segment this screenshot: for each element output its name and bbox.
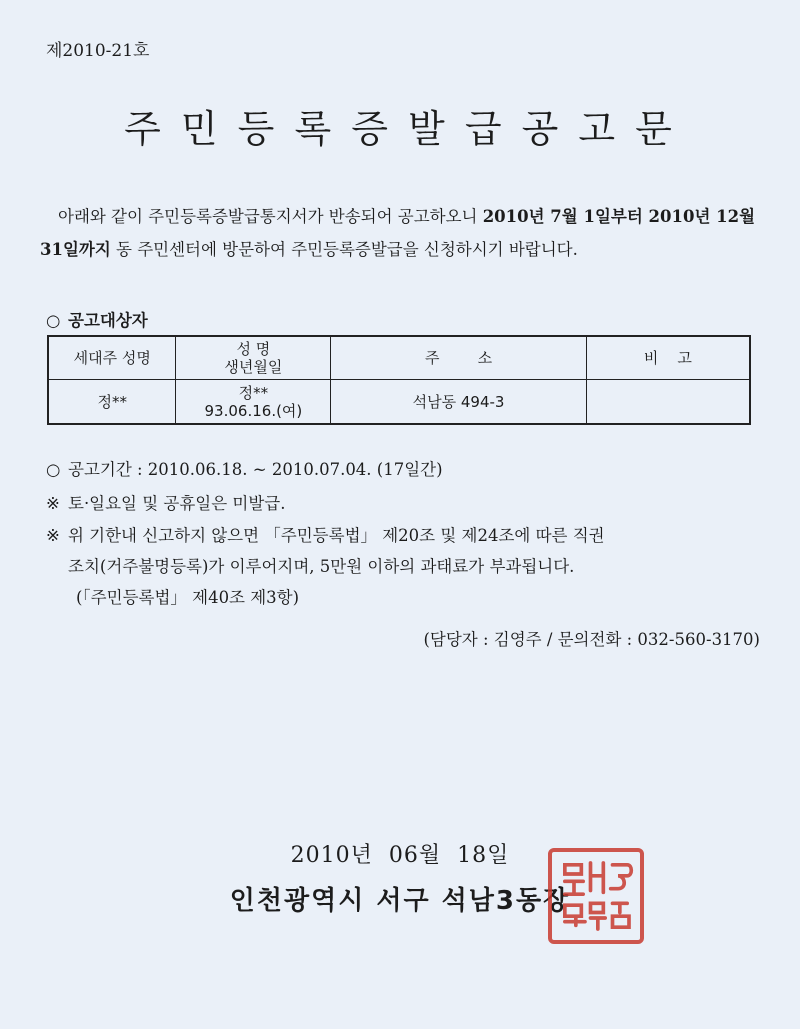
cell-person	[176, 380, 331, 425]
targets-table	[47, 335, 751, 425]
note-2	[46, 520, 605, 613]
cell-head-name: 정**	[48, 380, 176, 425]
official-seal-icon	[548, 848, 644, 944]
notice-body	[40, 200, 770, 266]
note-2-line3: (「주민등록법」 제40조 제3항)	[76, 588, 300, 607]
note-1	[46, 488, 286, 519]
reference-mark-icon: ※	[46, 494, 60, 513]
issue-date: 2010년 06월 18일	[290, 843, 510, 868]
note-2-line1: 위 기한내 신고하지 않으면 「주민등록법」 제20조 및 제24조에 따른 직권	[68, 526, 605, 545]
document-number: 제2010-21호	[46, 41, 150, 61]
notice-period	[46, 456, 443, 480]
reference-mark-icon: ※	[46, 526, 60, 545]
targets-heading-label: 공고대상자	[68, 311, 148, 330]
targets-heading	[46, 307, 148, 331]
cell-person-name: 정**	[238, 383, 269, 402]
body-part2: 동 주민센터에 방문하여 주민등록증발급을 신청하시기 바랍니다.	[110, 240, 578, 259]
body-part1: 아래와 같이 주민등록증발급통지서가 반송되어 공고하오니	[58, 207, 483, 226]
cell-address: 석남동 494-3	[331, 380, 586, 425]
note-2-line2: 조치(거주불명등록)가 이루어지며, 5만원 이하의 과태료가 부과됩니다.	[68, 557, 575, 576]
notice-title: 주 민 등 록 증 발 급 공 고 문	[124, 107, 676, 151]
circle-bullet-icon: ○	[46, 460, 61, 479]
header-head-name: 세대주 성명	[48, 336, 176, 380]
cell-person-birth: 93.06.16.(여)	[204, 401, 303, 420]
cell-remarks	[586, 380, 750, 425]
table-row	[48, 380, 750, 425]
seal-graphic	[552, 852, 640, 940]
body-date-range: 2010년 7월 1일부터 2010년 12월 31일까지	[40, 207, 756, 259]
header-remarks: 비 고	[586, 336, 750, 380]
issuer-name: 인천광역시 서구 석남3동장	[229, 886, 571, 916]
contact-line: (담당자 : 김영주 / 문의전화 : 032-560-3170)	[423, 630, 760, 649]
note-1-text: 토·일요일 및 공휴일은 미발급.	[68, 494, 286, 513]
header-person-birth: 생년월일	[224, 358, 283, 376]
table-header-row	[48, 336, 750, 380]
notice-period-text: 공고기간 : 2010.06.18. ~ 2010.07.04. (17일간)	[68, 460, 443, 479]
header-address: 주 소	[331, 336, 586, 380]
header-person	[176, 336, 331, 380]
circle-bullet-icon: ○	[46, 311, 61, 330]
header-person-name: 성 명	[236, 340, 271, 358]
